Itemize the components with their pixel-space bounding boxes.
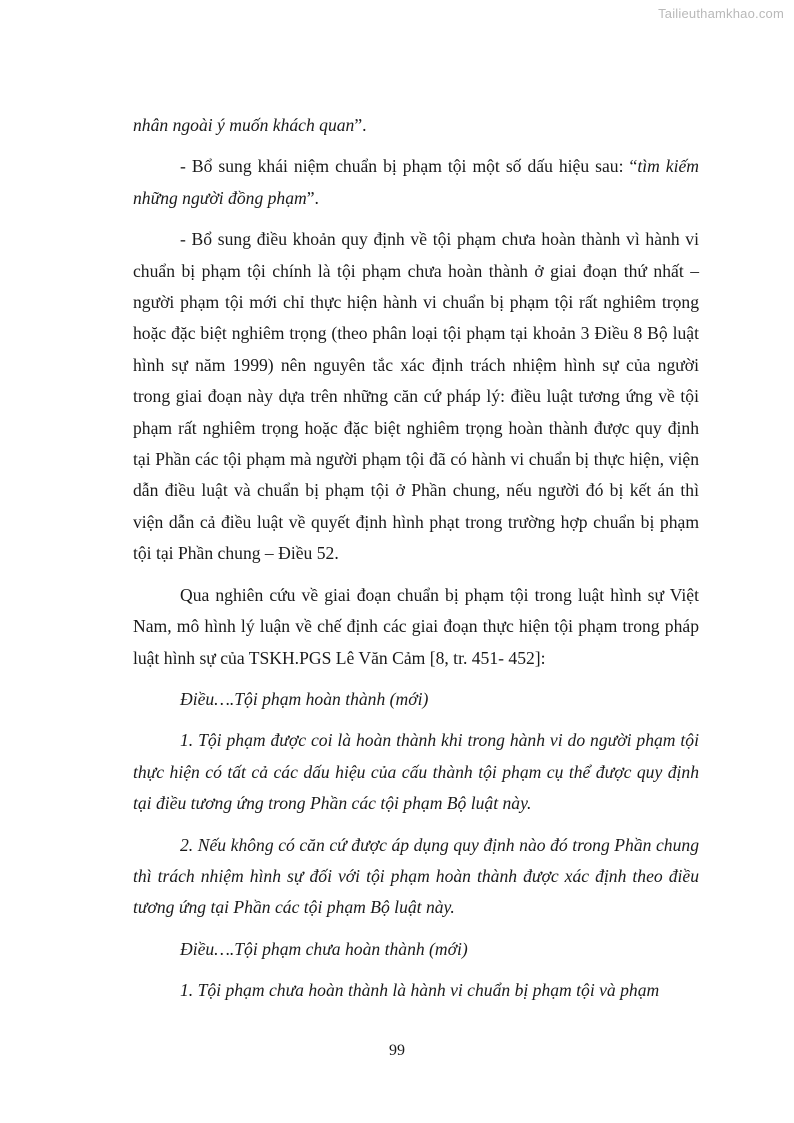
clause: [133, 725, 699, 819]
paragraph: [133, 151, 699, 214]
article-heading: [133, 684, 699, 715]
text-run: - Bổ sung khái niệm chuẩn bị phạm tội một số dấu hiệu sau: “: [180, 156, 638, 177]
text-run: nhân ngoài ý muốn khách quan: [133, 115, 355, 135]
text-run: ”.: [354, 115, 367, 135]
paragraph: [133, 224, 699, 569]
text-run: - Bổ sung điều khoản quy định về tội phạm chưa hoàn thành vì hành vi chuẩn bị phạm tội chính là tội phạm chưa hoàn thành ở giai đoạn thứ nhất – người phạm tội mới chỉ thực hiện hành vi chuẩn bị phạm tội rất nghiêm trọng hoặc đặc biệt nghiêm trọng (theo phân loại tội phạm tại khoản 3 Điều 8 Bộ luật hình sự năm 1999) nên nguyên tắc xác định trách nhiệm hình sự của người trong giai đoạn này dựa trên những căn cứ pháp lý: điều luật tương ứng về tội phạm rất nghiêm trọng hoặc đặc biệt nghiêm trọng hoàn thành được quy định tại Phần các tội phạm mà người phạm tội đã có hành vi chuẩn bị thực hiện, viện dẫn điều luật và chuẩn bị phạm tội ở Phần chung, nếu người đó bị kết án thì viện dẫn cả điều luật về quyết định hình phạt trong trường hợp chuẩn bị phạm tội tại Phần chung – Điều 52.: [133, 229, 699, 564]
text-run: 1. Tội phạm được coi là hoàn thành khi trong hành vi do người phạm tội thực hiện có tất cả các dấu hiệu của cấu thành tội phạm cụ thể được quy định tại điều tương ứng trong Phần các tội phạm Bộ luật này.: [133, 730, 699, 814]
text-run: Điều….Tội phạm hoàn thành (mới): [180, 688, 429, 709]
article-heading: [133, 934, 699, 965]
paragraph: [133, 580, 699, 674]
clause: [133, 830, 699, 924]
text-run: ”.: [306, 187, 319, 208]
text-run: Điều….Tội phạm chưa hoàn thành (mới): [180, 938, 468, 959]
watermark: Tailieuthamkhao.com: [658, 6, 784, 21]
paragraph: [133, 110, 699, 141]
text-run: tìm kiếm những người đồng phạm: [133, 156, 700, 208]
clause: [133, 975, 699, 1006]
document-body: [133, 110, 699, 1017]
text-run: 1. Tội phạm chưa hoàn thành là hành vi chuẩn bị phạm tội và phạm: [180, 980, 660, 1001]
text-run: 2. Nếu không có căn cứ được áp dụng quy định nào đó trong Phần chung thì trách nhiệm hình sự đối với tội phạm hoàn thành được xác định theo điều tương ứng tại Phần các tội phạm Bộ luật này.: [133, 834, 699, 918]
page-number: 99: [389, 1042, 405, 1059]
text-run: Qua nghiên cứu về giai đoạn chuẩn bị phạm tội trong luật hình sự Việt Nam, mô hình lý luận về chế định các giai đoạn thực hiện tội phạm trong pháp luật hình sự của TSKH.PGS Lê Văn Cảm [8, tr. 451- 452]:: [133, 584, 699, 668]
